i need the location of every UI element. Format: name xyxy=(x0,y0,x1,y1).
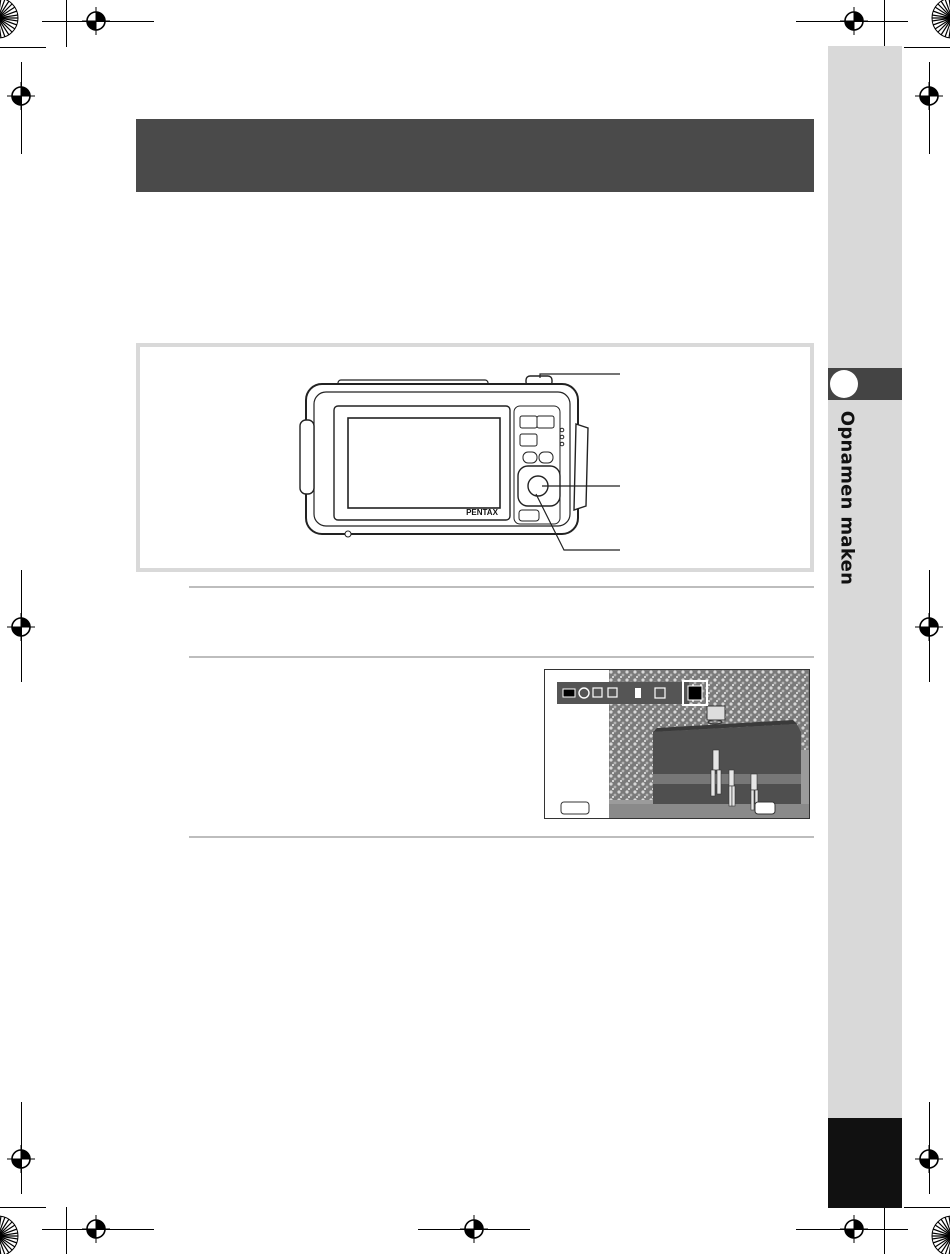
section-rule-middle xyxy=(189,656,814,658)
interval-shooting-icon xyxy=(688,686,702,700)
chapter-side-tab xyxy=(828,46,902,1208)
lcd-screen-example xyxy=(544,669,810,819)
chapter-title: Opnamen maken xyxy=(836,410,858,586)
camera-lcd xyxy=(348,418,500,508)
lcd-photo xyxy=(545,670,810,819)
remote-control-icon xyxy=(635,688,641,698)
camera-brand: PENTAX xyxy=(466,508,498,517)
section-rule-bottom xyxy=(189,836,814,838)
single-frame-icon xyxy=(563,689,575,697)
section-rule-top xyxy=(189,586,814,588)
menu-key-icon xyxy=(561,802,589,814)
page-number-block xyxy=(828,1118,902,1208)
section-header-bar xyxy=(136,119,814,192)
chapter-number-circle xyxy=(830,370,858,398)
ok-key-icon xyxy=(755,802,775,814)
camera-illustration xyxy=(290,370,630,560)
